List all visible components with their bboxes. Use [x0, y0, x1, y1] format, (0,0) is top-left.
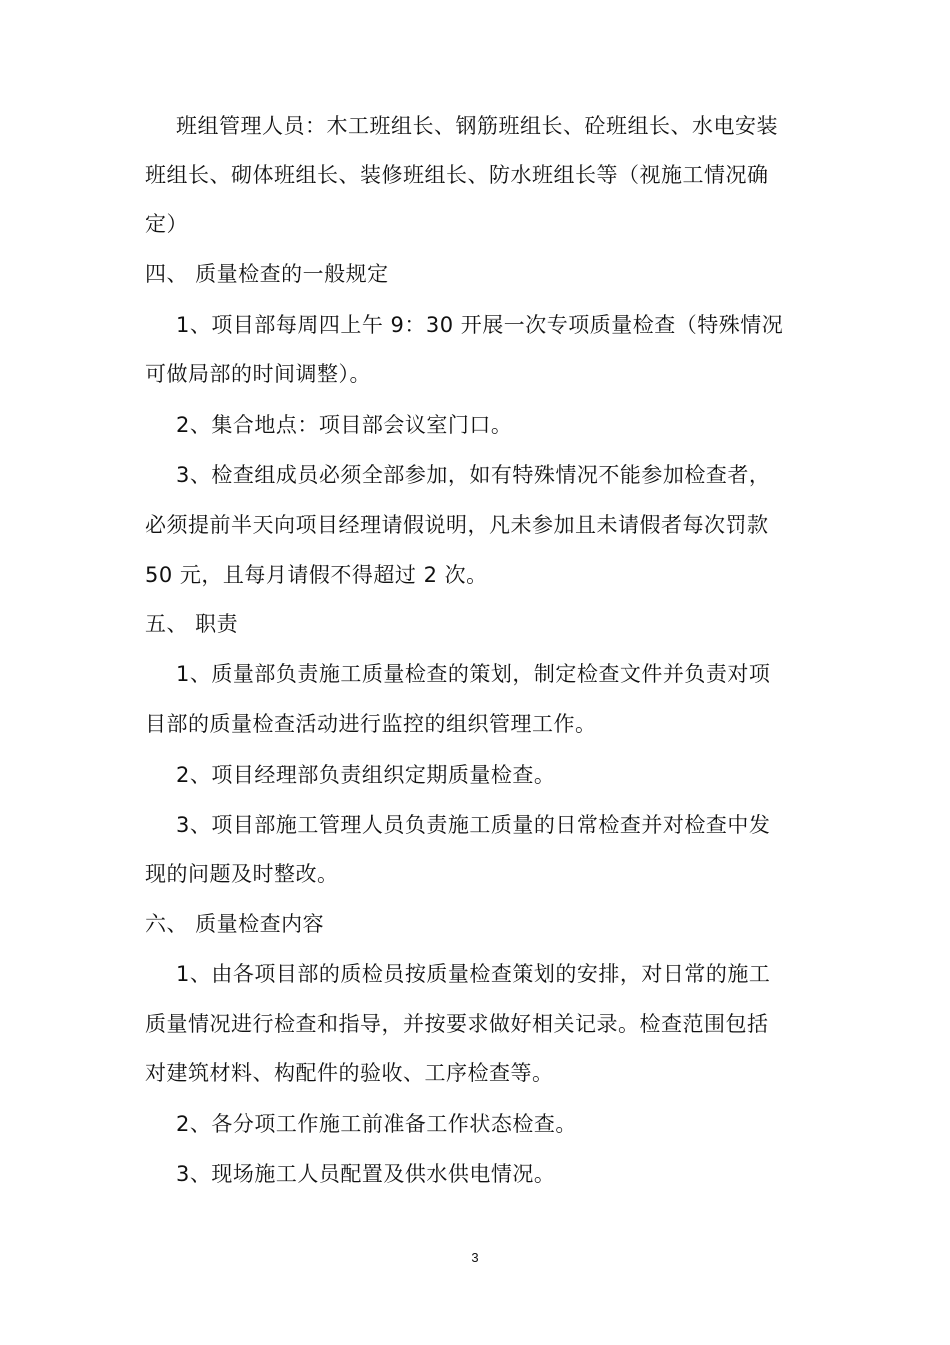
text-line: 目部的质量检查活动进行监控的组织管理工作。: [145, 712, 597, 736]
text-line: 对建筑材料、构配件的验收、工序检查等。: [145, 1061, 554, 1085]
text-line: 2、项目经理部负责组织定期质量检查。: [176, 763, 556, 787]
text-line: 定）: [145, 212, 188, 236]
section-heading: 四、 质量检查的一般规定: [145, 262, 389, 286]
text-line: 1、质量部负责施工质量检查的策划，制定检查文件并负责对项: [176, 662, 771, 686]
text-line: 1、由各项目部的质检员按质量检查策划的安排，对日常的施工: [176, 962, 771, 986]
section-heading: 五、 职责: [145, 612, 239, 636]
text-line: 50 元，且每月请假不得超过 2 次。: [145, 563, 488, 587]
text-line: 质量情况进行检查和指导，并按要求做好相关记录。检查范围包括: [145, 1012, 769, 1036]
text-line: 3、现场施工人员配置及供水供电情况。: [176, 1162, 556, 1186]
text-line: 现的问题及时整改。: [145, 862, 339, 886]
text-line: 必须提前半天向项目经理请假说明，凡未参加且未请假者每次罚款: [145, 513, 769, 537]
text-line: 3、检查组成员必须全部参加，如有特殊情况不能参加检查者，: [176, 463, 771, 487]
text-line: 2、各分项工作施工前准备工作状态检查。: [176, 1112, 577, 1136]
page-number: 3: [471, 1250, 479, 1265]
section-heading: 六、 质量检查内容: [145, 912, 325, 936]
text-line: 1、项目部每周四上午 9：30 开展一次专项质量检查（特殊情况: [176, 313, 784, 337]
text-line: 班组长、砌体班组长、装修班组长、防水班组长等（视施工情况确: [145, 163, 769, 187]
text-line: 3、项目部施工管理人员负责施工质量的日常检查并对检查中发: [176, 813, 771, 837]
text-line: 可做局部的时间调整）。: [145, 362, 371, 386]
text-line: 班组管理人员：木工班组长、钢筋班组长、砼班组长、水电安装: [176, 114, 778, 138]
text-line: 2、集合地点：项目部会议室门口。: [176, 413, 513, 437]
